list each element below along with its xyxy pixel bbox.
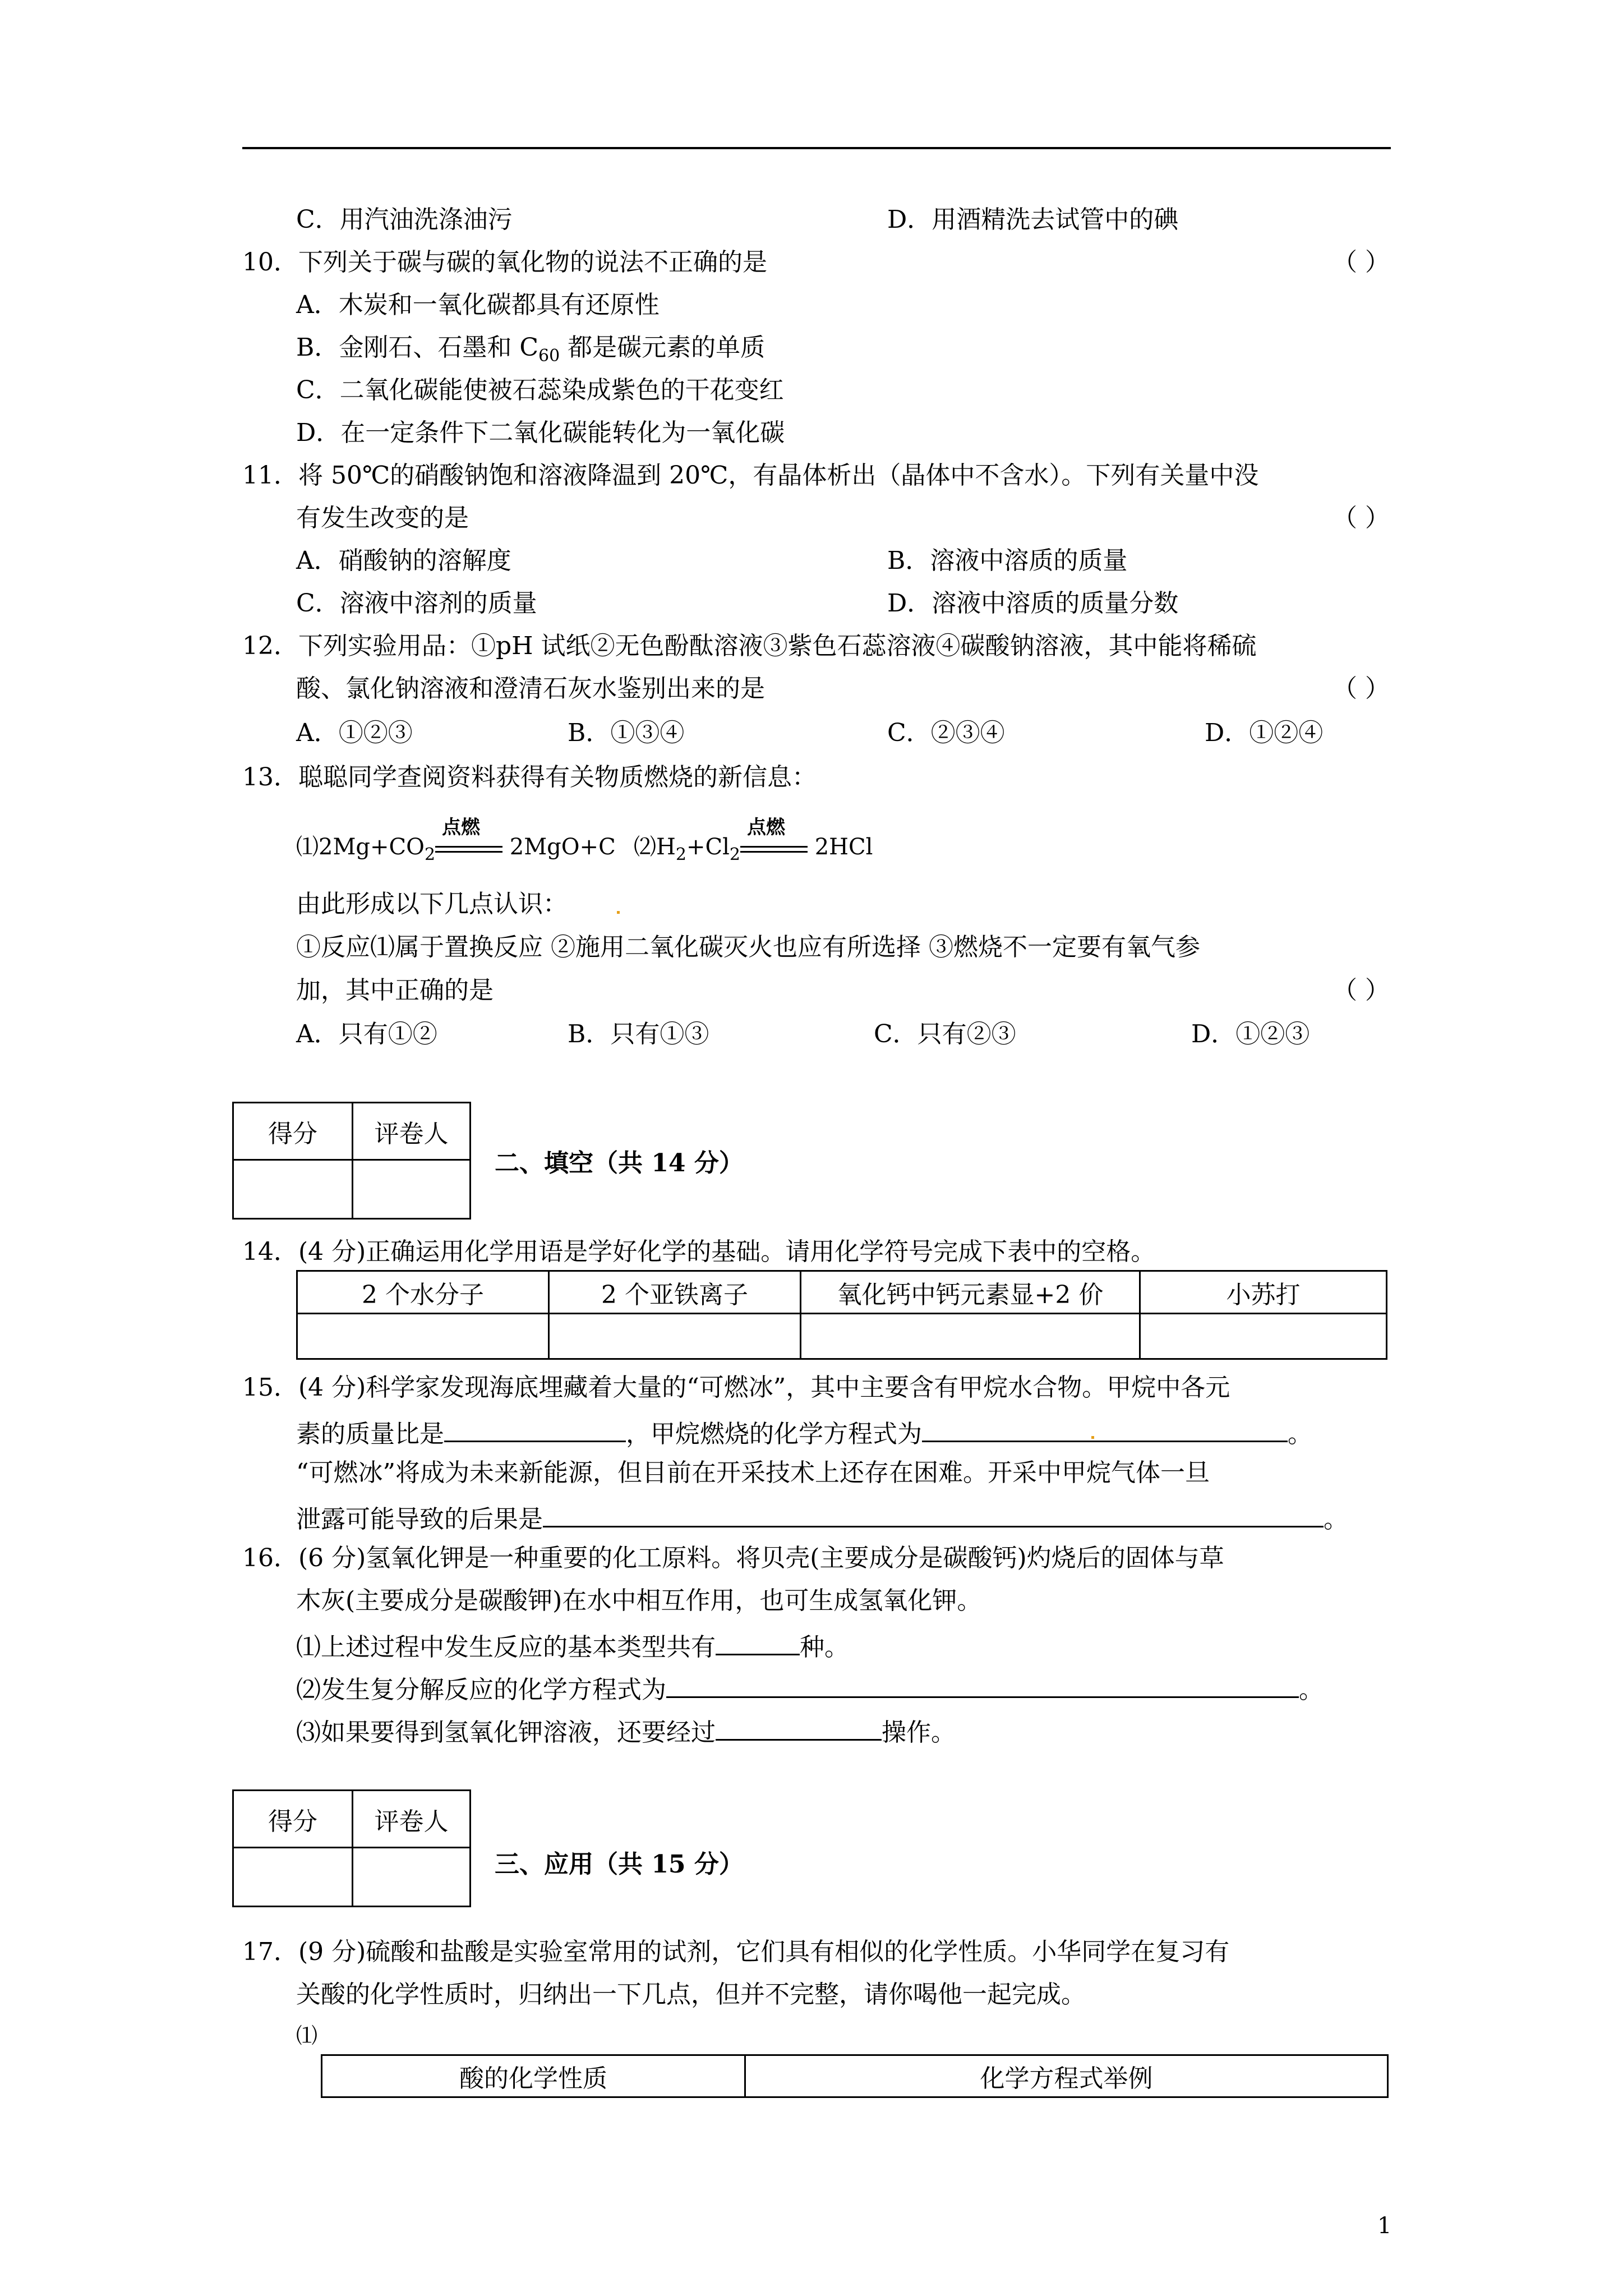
header-rule xyxy=(242,147,1391,149)
q15-line4: 泄露可能导致的后果是 。 xyxy=(296,1503,1348,1532)
q14-header-cell: 氧化钙中钙元素显+2 价 xyxy=(801,1271,1140,1314)
q16-blank-equation[interactable] xyxy=(666,1674,1299,1698)
section-2-title: 二、填空（共 14 分） xyxy=(495,1149,744,1177)
q11-option-b: B．溶液中溶质的质量 xyxy=(887,546,1128,575)
q13-equation-2: $⑵H_2+Cl_2$ 点燃 2HCl xyxy=(634,816,873,864)
q14-answer-cell[interactable] xyxy=(801,1314,1140,1359)
q9-option-d: D．用酒精洗去试管中的碘 xyxy=(887,205,1179,234)
score-label: 得分 xyxy=(233,1103,353,1160)
q12-option-b: B．①③④ xyxy=(568,719,685,747)
q17-table xyxy=(321,2054,1389,2098)
q12-stem-line2: 酸、氯化钠溶液和澄清石灰水鉴别出来的是 xyxy=(296,674,765,703)
score-box-section-3 xyxy=(232,1789,471,1907)
q12-stem-line1: 12．下列实验用品：①pH 试纸②无色酚酞溶液③紫色石蕊溶液④碳酸钠溶液，其中能将稀硫 xyxy=(242,632,1257,660)
q9-option-c: C．用汽油洗涤油污 xyxy=(296,205,513,234)
q16-part-2: ⑵发生复分解反应的化学方程式为 。 xyxy=(296,1674,1324,1703)
q14-answer-cell[interactable] xyxy=(549,1314,801,1359)
q15-blank-consequence[interactable] xyxy=(543,1503,1324,1527)
q13-option-a: A．只有①② xyxy=(296,1020,437,1048)
q11-option-a: A．硝酸钠的溶解度 xyxy=(296,546,511,575)
q15-blank-equation[interactable] xyxy=(922,1418,1288,1442)
q10-option-c: C．二氧化碳能使被石蕊染成紫色的干花变红 xyxy=(296,376,784,404)
q13-stem-end: 加，其中正确的是 xyxy=(296,976,494,1005)
q12-option-a: A．①②③ xyxy=(296,719,413,747)
score-cell[interactable] xyxy=(233,1160,353,1219)
q10-option-a: A．木炭和一氧化碳都具有还原性 xyxy=(296,291,660,319)
scan-speck xyxy=(617,911,620,914)
q16-blank-operation[interactable] xyxy=(716,1717,882,1741)
q12-option-d: D．①②④ xyxy=(1205,719,1324,747)
score-label: 得分 xyxy=(233,1791,353,1848)
score-cell[interactable] xyxy=(233,1848,353,1907)
q13-stem: 13．聪聪同学查阅资料获得有关物质燃烧的新信息： xyxy=(242,763,817,792)
scan-speck xyxy=(1091,1436,1094,1439)
q13-conclusion-intro: 由此形成以下几点认识： xyxy=(296,890,568,918)
reaction-arrow-icon: 点燃 xyxy=(740,840,808,857)
q17-line2: 关酸的化学性质时，归纳出一下几点，但并不完整，请你喝他一起完成。 xyxy=(296,1980,1086,2009)
q14-header-cell: 2 个亚铁离子 xyxy=(549,1271,801,1314)
q17-part-1-label: ⑴ xyxy=(296,2023,318,2048)
q16-line2: 木灰(主要成分是碳酸钾)在水中相互作用，也可生成氢氧化钾。 xyxy=(296,1586,982,1615)
section-3-title: 三、应用（共 15 分） xyxy=(495,1850,744,1879)
q16-blank-reaction-types[interactable] xyxy=(716,1631,800,1655)
q10-answer-paren: （ ） xyxy=(1332,248,1390,277)
q17-line1: 17．(9 分)硫酸和盐酸是实验室常用的试剂，它们具有相似的化学性质。小华同学在复习有 xyxy=(242,1938,1230,1966)
q14-answer-table xyxy=(296,1270,1387,1360)
grader-cell[interactable] xyxy=(353,1848,471,1907)
q11-stem-line1: 11．将 50℃的硝酸钠饱和溶液降温到 20℃，有晶体析出（晶体中不含水）。下列有关量中没 xyxy=(242,461,1259,490)
grader-cell[interactable] xyxy=(353,1160,471,1219)
q15-line1: 15．(4 分)科学家发现海底埋藏着大量的“可燃冰”，其中主要含有甲烷水合物。甲烷中各元 xyxy=(242,1373,1230,1402)
q15-line2: 素的质量比是 ，甲烷燃烧的化学方程式为 。 xyxy=(296,1418,1312,1447)
q13-option-c: C．只有②③ xyxy=(874,1020,1016,1048)
q14-header-cell: 小苏打 xyxy=(1140,1271,1387,1314)
q13-equation-1: $⑴2Mg+CO_2$ 点燃 2MgO+C xyxy=(296,816,616,864)
q14-answer-cell[interactable] xyxy=(1140,1314,1387,1359)
q13-statements: ①反应⑴属于置换反应 ②施用二氧化碳灭火也应有所选择 ③燃烧不一定要有氧气参 xyxy=(296,933,1200,961)
q13-option-b: B．只有①③ xyxy=(568,1020,709,1048)
q15-blank-mass-ratio[interactable] xyxy=(444,1418,626,1442)
q14-stem: 14．(4 分)正确运用化学用语是学好化学的基础。请用化学符号完成下表中的空格。 xyxy=(242,1237,1156,1266)
q11-stem-line2: 有发生改变的是 xyxy=(296,504,469,532)
q11-option-c: C．溶液中溶剂的质量 xyxy=(296,589,537,618)
reaction-arrow-icon: 点燃 xyxy=(435,840,502,857)
q16-line1: 16．(6 分)氢氧化钾是一种重要的化工原料。将贝壳(主要成分是碳酸钙)灼烧后的固体与草 xyxy=(242,1544,1224,1572)
q12-option-c: C．②③④ xyxy=(887,719,1005,747)
q13-answer-paren: （ ） xyxy=(1332,976,1390,1005)
q16-part-3: ⑶如果要得到氢氧化钾溶液，还要经过 操作。 xyxy=(296,1717,956,1745)
q14-answer-cell[interactable] xyxy=(297,1314,549,1359)
q11-option-d: D．溶液中溶质的质量分数 xyxy=(887,589,1179,618)
grader-label: 评卷人 xyxy=(353,1791,471,1848)
q12-answer-paren: （ ） xyxy=(1332,674,1390,703)
q10-stem: 10．下列关于碳与碳的氧化物的说法不正确的是 xyxy=(242,248,767,277)
q10-option-d: D．在一定条件下二氧化碳能转化为一氧化碳 xyxy=(296,418,785,447)
q15-line3: “可燃冰”将成为未来新能源，但目前在开采技术上还存在困难。开采中甲烷气体一旦 xyxy=(296,1458,1210,1487)
grader-label: 评卷人 xyxy=(353,1103,471,1160)
q10-option-b: B．金刚石、石墨和 $C_{60}$ 都是碳元素的单质 xyxy=(296,333,766,366)
q13-option-d: D．①②③ xyxy=(1191,1020,1310,1048)
score-box-section-2 xyxy=(232,1102,471,1220)
q17-header-cell: 化学方程式举例 xyxy=(745,2055,1388,2097)
q11-answer-paren: （ ） xyxy=(1332,504,1390,532)
q14-header-cell: 2 个水分子 xyxy=(297,1271,549,1314)
q17-header-cell: 酸的化学性质 xyxy=(322,2055,745,2097)
page-number: 1 xyxy=(1377,2213,1392,2239)
q16-part-1: ⑴上述过程中发生反应的基本类型共有 种。 xyxy=(296,1631,849,1660)
